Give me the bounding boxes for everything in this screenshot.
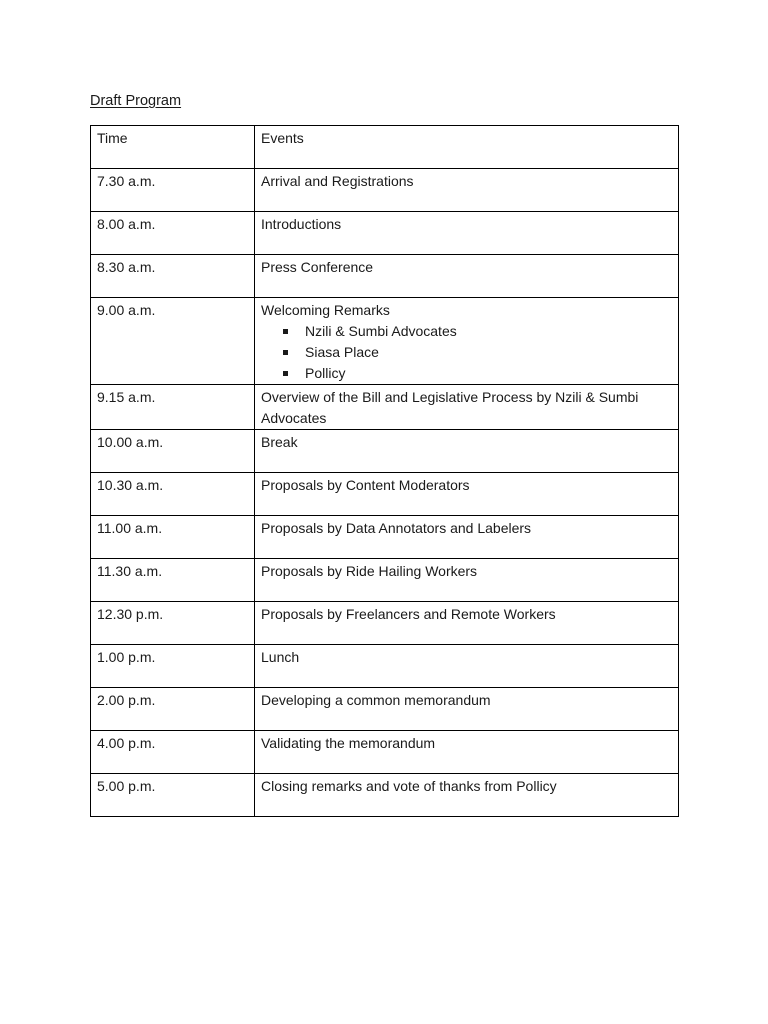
table-row <box>91 473 679 516</box>
time-cell: 5.00 p.m. <box>91 774 255 817</box>
table-row <box>91 731 679 774</box>
square-bullet-icon <box>283 371 288 376</box>
event-cell: Validating the memorandum <box>255 731 679 774</box>
event-cell: Break <box>255 430 679 473</box>
time-cell: 1.00 p.m. <box>91 645 255 688</box>
time-cell: 4.00 p.m. <box>91 731 255 774</box>
event-cell: Proposals by Freelancers and Remote Workers <box>255 602 679 645</box>
column-header-time: Time <box>91 126 255 169</box>
event-cell: Developing a common memorandum <box>255 688 679 731</box>
event-cell: Arrival and Registrations <box>255 169 679 212</box>
event-cell: Proposals by Content Moderators <box>255 473 679 516</box>
time-cell: 11.00 a.m. <box>91 516 255 559</box>
event-cell: Overview of the Bill and Legislative Process by Nzili & Sumbi Advocates <box>255 385 679 430</box>
event-cell: Press Conference <box>255 255 679 298</box>
table-row <box>91 774 679 817</box>
list-item-label: Nzili & Sumbi Advocates <box>305 323 457 339</box>
table-row <box>91 602 679 645</box>
time-cell: 11.30 a.m. <box>91 559 255 602</box>
list-item <box>283 342 672 363</box>
table-header-row <box>91 126 679 169</box>
table-row <box>91 169 679 212</box>
program-table <box>90 125 679 817</box>
table-row <box>91 255 679 298</box>
time-cell: 2.00 p.m. <box>91 688 255 731</box>
time-cell: 9.00 a.m. <box>91 298 255 385</box>
event-cell: Proposals by Ride Hailing Workers <box>255 559 679 602</box>
table-row <box>91 430 679 473</box>
square-bullet-icon <box>283 329 288 334</box>
table-row <box>91 645 679 688</box>
list-item <box>283 321 672 342</box>
table-row <box>91 688 679 731</box>
list-item <box>283 363 672 384</box>
event-cell: Proposals by Data Annotators and Labelers <box>255 516 679 559</box>
time-cell: 8.00 a.m. <box>91 212 255 255</box>
table-row <box>91 559 679 602</box>
table-row <box>91 298 679 385</box>
document-title: Draft Program <box>90 93 182 109</box>
list-item-label: Siasa Place <box>305 344 379 360</box>
column-header-events: Events <box>255 126 679 169</box>
table-row <box>91 516 679 559</box>
table-row <box>91 212 679 255</box>
time-cell: 10.30 a.m. <box>91 473 255 516</box>
list-item-label: Pollicy <box>305 365 346 381</box>
event-cell: Lunch <box>255 645 679 688</box>
event-cell: Introductions <box>255 212 679 255</box>
time-cell: 7.30 a.m. <box>91 169 255 212</box>
time-cell: 12.30 p.m. <box>91 602 255 645</box>
speaker-list <box>261 321 672 384</box>
table-row <box>91 385 679 430</box>
event-cell <box>255 298 679 385</box>
square-bullet-icon <box>283 350 288 355</box>
time-cell: 9.15 a.m. <box>91 385 255 430</box>
time-cell: 8.30 a.m. <box>91 255 255 298</box>
time-cell: 10.00 a.m. <box>91 430 255 473</box>
event-cell: Closing remarks and vote of thanks from Pollicy <box>255 774 679 817</box>
event-text: Welcoming Remarks <box>261 302 390 318</box>
